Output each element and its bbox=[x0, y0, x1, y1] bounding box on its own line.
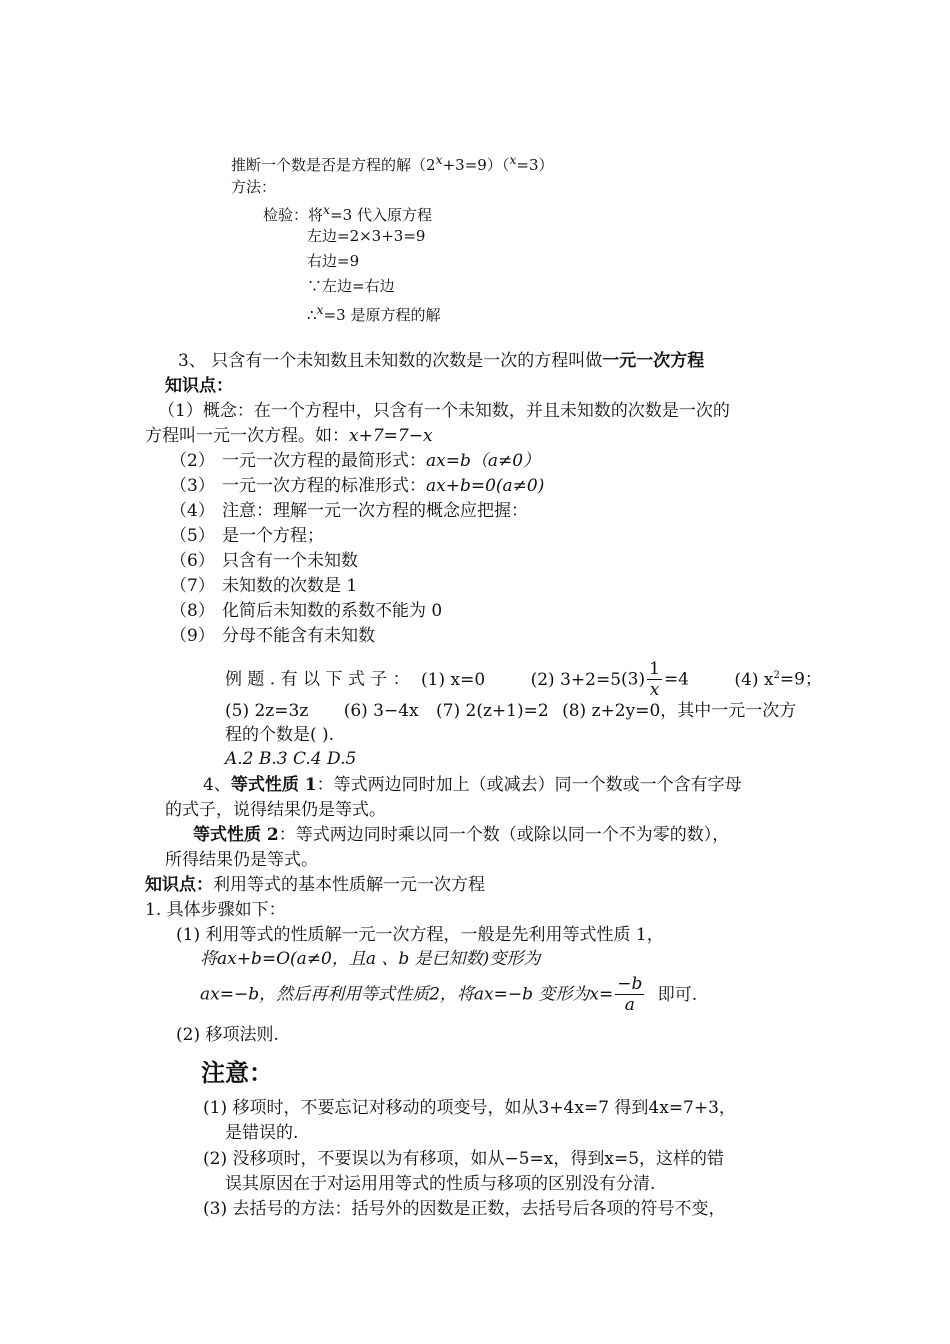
var-x: x bbox=[435, 152, 443, 167]
concept-line-1: （1）概念：在一个方程中，只含有一个未知数，并且未知数的次数是一次的 bbox=[158, 401, 730, 421]
property-2-line-2: 所得结果仍是等式。 bbox=[165, 850, 318, 870]
example-expr-8: (8) z+2y=0，其中一元一次方 bbox=[562, 701, 797, 721]
var-x: x bbox=[316, 302, 324, 317]
list-item-text: 注意：理解一元一次方程的概念应把握： bbox=[222, 501, 528, 521]
therefore-text: =3 是原方程的解 bbox=[323, 306, 441, 324]
property-2-term: 等式性质 2 bbox=[193, 825, 279, 845]
example-expr-1: (1) x=0 bbox=[421, 669, 486, 690]
knowledge-label bbox=[165, 376, 233, 397]
list-item-number: （4） bbox=[170, 501, 215, 521]
steps-heading: 1. 具体步骤如下： bbox=[145, 900, 286, 920]
example-fraction bbox=[647, 660, 662, 700]
example-expr-5: (5) 2z=3z bbox=[225, 701, 309, 721]
concept-line-2 bbox=[145, 426, 433, 447]
example-line-1 bbox=[225, 660, 822, 700]
example-line-2 bbox=[225, 701, 796, 722]
list-item bbox=[170, 601, 442, 622]
example-expr-4-end: =9； bbox=[779, 669, 822, 690]
list-item bbox=[170, 626, 375, 647]
list-item bbox=[170, 576, 357, 597]
list-item-number: （3） bbox=[170, 476, 215, 496]
exponent: 2 bbox=[773, 669, 780, 681]
sec4-number: 4、 bbox=[203, 775, 231, 795]
left-side-line: 左边=2×3+3=9 bbox=[307, 227, 426, 245]
list-item bbox=[170, 551, 358, 572]
list-item bbox=[170, 451, 540, 472]
fraction-denominator: a bbox=[624, 994, 635, 1015]
example-question: 程的个数是( ). bbox=[225, 725, 335, 745]
fraction-numerator: 1 bbox=[649, 659, 660, 679]
concept-text: 方程叫一元一次方程。如： bbox=[145, 426, 349, 446]
therefore-symbol: ∴ bbox=[307, 306, 317, 324]
var-x: x bbox=[509, 152, 517, 167]
knowledge-label-2: 知识点： bbox=[145, 875, 213, 895]
substitute-text: 检验：将 bbox=[263, 206, 324, 224]
var-x: x bbox=[323, 202, 331, 217]
property-2-line bbox=[193, 825, 729, 846]
fraction-denominator: x bbox=[649, 679, 660, 700]
method-label: 方法： bbox=[231, 178, 277, 196]
example-expr-6: (6) 3−4x bbox=[343, 701, 419, 721]
property-2-text: ：等式两边同时乘以同一个数（或除以同一个不为零的数）， bbox=[278, 825, 730, 845]
knowledge-line-2 bbox=[145, 875, 485, 896]
therefore-line bbox=[307, 302, 441, 325]
example-expr-3-end: =4 bbox=[663, 669, 689, 690]
list-item bbox=[170, 526, 324, 547]
sec3-heading-text: 3、 只含有一个未知数且未知数的次数是一次的方程叫做 bbox=[178, 351, 603, 371]
note-2: (2) 没移项时，不要误以为有移项，如从−5=x，得到x=5，这样的错 bbox=[203, 1149, 725, 1169]
fraction-numerator: −b bbox=[617, 974, 643, 994]
example-options: A.2 B.3 C.4 D.5 bbox=[225, 749, 357, 769]
check-title-end: =3） bbox=[516, 156, 554, 174]
note-1-continued: 是错误的. bbox=[225, 1123, 299, 1143]
example-expr-4: (4) x bbox=[734, 669, 774, 690]
step-1-continued: 将ax+b=O(a≠0，且a 、b 是已知数)变形为 bbox=[200, 949, 541, 969]
check-title-text: 推断一个数是否是方程的解（2 bbox=[231, 156, 436, 174]
example-expr-7: (7) 2(z+1)=2 bbox=[436, 701, 549, 721]
list-item-text: 分母不能含有未知数 bbox=[222, 626, 375, 646]
property-1-line bbox=[203, 775, 742, 796]
check-title bbox=[231, 152, 554, 175]
step-2: (2) 移项法则. bbox=[176, 1025, 279, 1045]
check-step-substitute bbox=[263, 202, 432, 225]
list-item-text: 是一个方程； bbox=[222, 526, 324, 546]
step-1-formula bbox=[200, 975, 697, 1015]
list-item-number: （2） bbox=[170, 451, 215, 471]
step-1-end: 即可. bbox=[657, 984, 698, 1005]
step-1-fraction bbox=[615, 975, 644, 1015]
substitute-end: =3 代入原方程 bbox=[330, 206, 432, 224]
right-side-line: 右边=9 bbox=[307, 252, 360, 270]
list-item-number: （7） bbox=[170, 576, 215, 596]
sec3-heading bbox=[178, 351, 704, 372]
check-title-mid: +3=9）（ bbox=[442, 156, 510, 174]
sec3-heading-term: 一元一次方程 bbox=[602, 351, 705, 371]
example-expr-3-label: (3) bbox=[621, 669, 646, 690]
note-2-continued: 误其原因在于对运用用等式的性质与移项的区别没有分清. bbox=[225, 1174, 656, 1194]
list-item-number: （8） bbox=[170, 601, 215, 621]
list-item-number: （6） bbox=[170, 551, 215, 571]
knowledge-label-text: 知识点： bbox=[165, 376, 233, 396]
list-item-text: 一元一次方程的最简形式： bbox=[222, 451, 426, 471]
property-1-term: 等式性质 1 bbox=[230, 775, 317, 795]
list-item-equation: ax=b（a≠0） bbox=[426, 451, 541, 471]
list-item-equation: ax+b=0(a≠0) bbox=[426, 476, 545, 496]
list-item-number: （9） bbox=[170, 626, 215, 646]
step-1: (1) 利用等式的性质解一元一次方程，一般是先利用等式性质 1， bbox=[176, 925, 664, 945]
list-item-number: （5） bbox=[170, 526, 215, 546]
because-line: ∵左边=右边 bbox=[307, 277, 395, 295]
list-item bbox=[170, 501, 528, 522]
example-expr-2: (2) 3+2=5 bbox=[530, 669, 622, 690]
knowledge-text-2: 利用等式的基本性质解一元一次方程 bbox=[213, 875, 485, 895]
list-item bbox=[170, 476, 544, 497]
concept-example-equation: x+7=7−x bbox=[349, 426, 433, 446]
property-1-text: ：等式两边同时加上（或减去）同一个数或一个含有字母 bbox=[316, 775, 742, 795]
example-intro: 例 题 . 有 以 下 式 子 ： bbox=[225, 669, 410, 690]
note-1: (1) 移项时，不要忘记对移动的项变号，如从3+4x=7 得到4x=7+3， bbox=[203, 1098, 736, 1118]
list-item-text: 一元一次方程的标准形式： bbox=[222, 476, 426, 496]
note-3: (3) 去括号的方法：括号外的因数是正数，去括号后各项的符号不变， bbox=[203, 1199, 726, 1219]
step-1-formula-text: ax=−b，然后再利用等式性质2，将ax=−b 变形为x= bbox=[200, 984, 614, 1005]
property-1-line-2: 的式子，说得结果仍是等式。 bbox=[165, 800, 386, 820]
list-item-text: 未知数的次数是 1 bbox=[222, 576, 358, 596]
list-item-text: 化简后未知数的系数不能为 0 bbox=[222, 601, 443, 621]
note-title: 注意： bbox=[201, 1058, 273, 1087]
list-item-text: 只含有一个未知数 bbox=[222, 551, 358, 571]
